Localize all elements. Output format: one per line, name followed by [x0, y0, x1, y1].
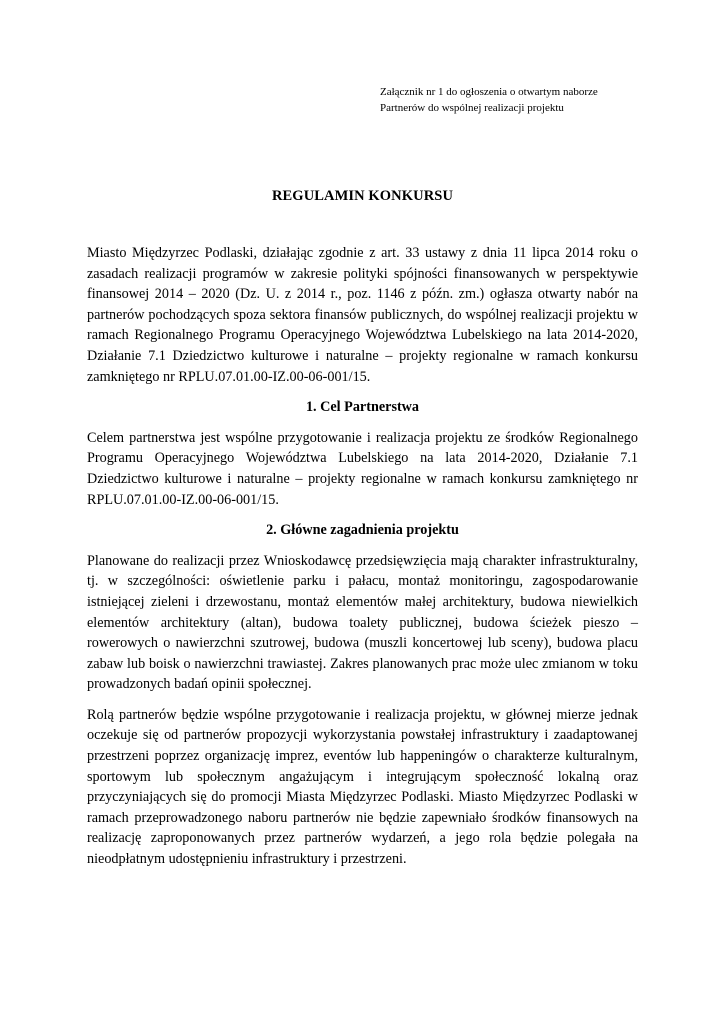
document-body [87, 243, 638, 870]
document-title: REGULAMIN KONKURSU [271, 188, 454, 204]
annex-line-1: Załącznik nr 1 do ogłoszenia o otwartym naborze [380, 86, 598, 98]
section-1-heading: 1. Cel Partnerstwa [305, 399, 420, 416]
section-2-paragraph-1: Planowane do realizacji przez Wnioskodawcę przedsięwzięcia mają charakter infrastrukturalny, tj. w szczególności: oświetlenie parku i pałacu, montaż monitoringu, zagospodarowanie istniejącej zieleni i drzewostanu, montaż elementów małej architektury, budowa niewielkich elementów architektury (altan), budowa toalety publicznej, budowa ścieżek pieszo – rowerowych o nawierzchni szutrowej, budowa (muszli koncertowej lub sceny), budowa placu zabaw lub boisk o nawierzchni trawiastej. Zakres planowanych prac może ulec zmianom w toku prowadzonych badań opinii społecznej. [87, 552, 638, 693]
section-2-paragraph-2: Rolą partnerów będzie wspólne przygotowanie i realizacja projektu, w głównej mierze jednak oczekuje się od partnerów propozycji wykorzystania powstałej infrastruktury i zaadaptowanej przestrzeni poprzez organizację imprez, eventów lub happeningów o charakterze kulturalnym, sportowym lub społecznym angażującym i integrującym społeczność lokalną oraz przyczyniających się do promocji Miasta Międzyrzec Podlaski. Miasto Międzyrzec Podlaski w ramach przeprowadzonego naboru partnerów nie będzie zapewniało środków finansowych na realizację zaproponowanych przez partnerów wydarzeń, a jego rola będzie polegała na nieodpłatnym udostępnieniu infrastruktury i przestrzeni. [87, 706, 638, 868]
spacer [87, 541, 638, 551]
annex-line-2: Partnerów do wspólnej realizacji projektu [380, 101, 564, 114]
intro-paragraph: Miasto Międzyrzec Podlaski, działając zgodnie z art. 33 ustawy z dnia 11 lipca 2014 roku o zasadach realizacji programów w zakresie polityki spójności finansowanych w perspektywie finansowej 2014 – 2020 (Dz. U. z 2014 r., poz. 1146 z późn. zm.) ogłasza otwarty nabór na partnerów pochodzących spoza sektora finansów publicznych, do wspólnej realizacji projektu w ramach Regionalnego Programu Operacyjnego Województwa Lubelskiego na lata 2014-2020, Działanie 7.1 Dziedzictwo kulturowe i naturalne – projekty regionalne w ramach konkursu zamkniętego nr RPLU.07.01.00-IZ.00-06-001/15. [87, 245, 638, 385]
spacer [87, 695, 638, 705]
section-1-paragraph: Celem partnerstwa jest wspólne przygotowanie i realizacja projektu ze środków Regionalnego Programu Operacyjnego Województwa Lubelskiego na lata 2014-2020, Działanie 7.1 Dziedzictwo kulturowe i naturalne – projekty regionalne w ramach konkursu zamkniętego nr RPLU.07.01.00-IZ.00-06-001/15. [87, 429, 638, 508]
spacer [87, 418, 638, 428]
annex-note [380, 85, 598, 116]
section-2-heading: 2. Główne zagadnienia projektu [266, 522, 459, 539]
spacer [87, 510, 638, 520]
spacer [87, 387, 638, 397]
